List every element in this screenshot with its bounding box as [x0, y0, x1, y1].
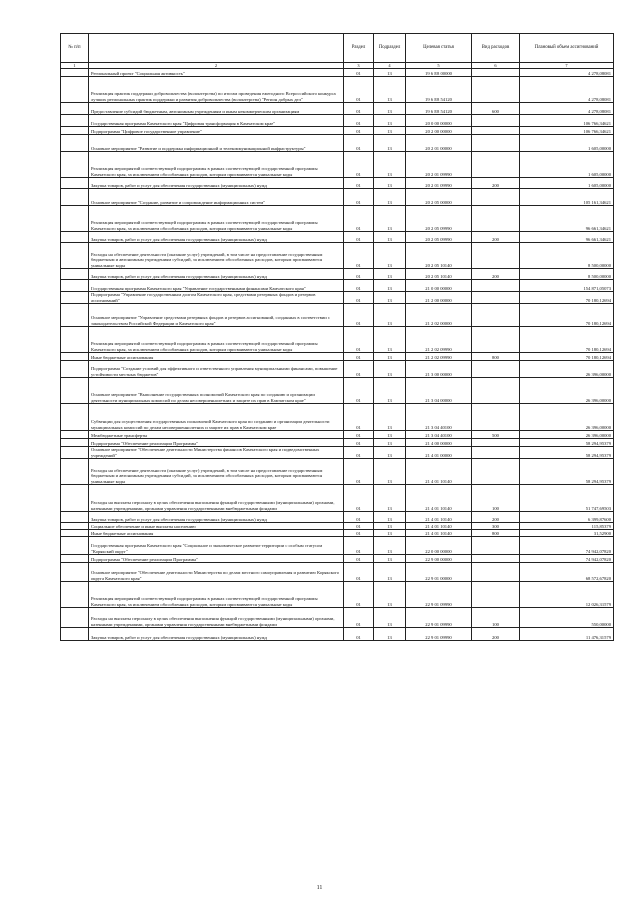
row-num: [61, 103, 89, 115]
row-num: [61, 243, 89, 269]
row-expense-type: 600: [472, 103, 520, 115]
row-name: Подпрограмма "Обеспечение реализации Программы": [89, 555, 344, 563]
row-expense-type: [472, 127, 520, 135]
table-row: [61, 628, 614, 641]
row-num: [61, 378, 89, 404]
row-num: [61, 439, 89, 447]
row-razdel: 01: [344, 206, 374, 232]
row-name: Закупка товаров, работ и услуг для обеспечения государственных (муниципальных) нужд: [89, 269, 344, 280]
row-planned-amount: 68 572,67820: [520, 563, 614, 582]
row-razdel: 01: [344, 608, 374, 628]
row-razdel: 01: [344, 189, 374, 206]
row-name: Расходы на выплаты персоналу в целях обеспечения выполнения функций государственными (муниципальными) органами, казенными учреждениями, органами управления государственными внебюджетными фондами: [89, 485, 344, 512]
row-podrazdel: 13: [374, 327, 406, 353]
row-target-article: 21 3 00 00000: [406, 361, 472, 378]
row-num: [61, 206, 89, 232]
table-header-row: [61, 34, 614, 63]
header-target-article: Целевая статья: [406, 34, 472, 63]
row-target-article: 21 4 01 10140: [406, 485, 472, 512]
row-target-article: 20 2 05 09990: [406, 206, 472, 232]
row-target-article: 20 2 00 00000: [406, 127, 472, 135]
row-razdel: 01: [344, 485, 374, 512]
row-podrazdel: 13: [374, 563, 406, 582]
row-target-article: 21 2 02 09990: [406, 327, 472, 353]
row-target-article: 20 2 05 09990: [406, 232, 472, 243]
row-num: [61, 459, 89, 485]
row-expense-type: [472, 243, 520, 269]
row-podrazdel: 13: [374, 404, 406, 431]
row-planned-amount: 31,52900: [520, 530, 614, 537]
row-razdel: 01: [344, 77, 374, 103]
row-target-article: 21 3 04 40100: [406, 404, 472, 431]
row-razdel: 01: [344, 280, 374, 292]
page-number: 11: [316, 885, 323, 891]
table-row: [61, 135, 614, 152]
row-num: [61, 115, 89, 127]
header-podrazdel: Подраздел: [374, 34, 406, 63]
row-num: [61, 292, 89, 304]
row-planned-amount: 8 500,00000: [520, 243, 614, 269]
row-planned-amount: 106 766,34621: [520, 115, 614, 127]
row-expense-type: [472, 304, 520, 327]
row-name: Основное мероприятие "Обеспечение деятельности Министерства финансов Камчатского края и подведомственных учреждений": [89, 447, 344, 459]
row-expense-type: 200: [472, 512, 520, 523]
row-num: [61, 353, 89, 361]
row-name: Закупка товаров, работ и услуг для обеспечения государственных (муниципальных) нужд: [89, 232, 344, 243]
row-num: [61, 447, 89, 459]
row-target-article: 21 0 00 00000: [406, 280, 472, 292]
column-number: 4: [374, 63, 406, 69]
row-name: Основное мероприятие "Выполнение государственных полномочий Камчатского края по созданию и организации деятельности муниципальных комиссий по делам несовершеннолетних и защите их прав в Камчатском крае": [89, 378, 344, 404]
table-row: [61, 327, 614, 353]
row-podrazdel: 13: [374, 304, 406, 327]
row-razdel: 01: [344, 292, 374, 304]
row-planned-amount: 105 161,34621: [520, 189, 614, 206]
row-planned-amount: 1 605,00000: [520, 178, 614, 189]
row-expense-type: [472, 189, 520, 206]
row-num: [61, 530, 89, 537]
row-name: Подпрограмма "Создание условий для эффективного и ответственного управления муниципальными финансами, повышение устойчивости местных бюджетов": [89, 361, 344, 378]
row-num: [61, 77, 89, 103]
row-name: Региональный проект "Социальная активность": [89, 69, 344, 77]
row-name: Субвенции для осуществления государственных полномочий Камчатского края по созданию и организации деятельности муниципальных комиссий по делам несовершеннолетних и защите их прав в Камчатском крае: [89, 404, 344, 431]
row-num: [61, 523, 89, 530]
row-expense-type: 800: [472, 530, 520, 537]
table-row: [61, 292, 614, 304]
row-expense-type: [472, 77, 520, 103]
row-podrazdel: 13: [374, 555, 406, 563]
row-target-article: 21 4 01 10140: [406, 512, 472, 523]
row-planned-amount: 74 942,07820: [520, 555, 614, 563]
row-planned-amount: 4 278,08081: [520, 69, 614, 77]
row-expense-type: [472, 563, 520, 582]
row-planned-amount: 70 180,12694: [520, 327, 614, 353]
table-row: [61, 439, 614, 447]
row-razdel: 01: [344, 512, 374, 523]
row-num: [61, 628, 89, 641]
row-podrazdel: 13: [374, 628, 406, 641]
row-podrazdel: 13: [374, 77, 406, 103]
row-razdel: 01: [344, 232, 374, 243]
row-target-article: 20 2 01 09990: [406, 178, 472, 189]
row-razdel: 01: [344, 439, 374, 447]
row-num: [61, 563, 89, 582]
table-row: [61, 189, 614, 206]
row-target-article: 21 4 00 00000: [406, 439, 472, 447]
row-expense-type: 800: [472, 353, 520, 361]
row-num: [61, 485, 89, 512]
table-row: [61, 512, 614, 523]
row-target-article: 21 3 04 40100: [406, 431, 472, 439]
row-expense-type: [472, 152, 520, 178]
row-name: Подпрограмма "Обеспечение реализации Программы": [89, 439, 344, 447]
row-planned-amount: 6 399,87600: [520, 512, 614, 523]
row-target-article: 21 4 01 10140: [406, 459, 472, 485]
row-expense-type: [472, 439, 520, 447]
row-podrazdel: 13: [374, 178, 406, 189]
row-podrazdel: 13: [374, 280, 406, 292]
row-target-article: 21 4 01 10140: [406, 530, 472, 537]
row-name: Основное мероприятие "Развитие и поддержка информационной и телекоммуникационной инфраструктуры": [89, 135, 344, 152]
row-razdel: 01: [344, 304, 374, 327]
table-row: [61, 77, 614, 103]
row-expense-type: [472, 447, 520, 459]
row-podrazdel: 13: [374, 103, 406, 115]
row-expense-type: [472, 378, 520, 404]
row-target-article: 21 3 04 00000: [406, 378, 472, 404]
row-target-article: 22 9 01 09990: [406, 628, 472, 641]
row-podrazdel: 13: [374, 232, 406, 243]
row-podrazdel: 13: [374, 530, 406, 537]
row-name: Основное мероприятие "Управление средствами резервных фондов и резервов ассигнований, созданных в соответствии с законодательством Российской Федерации и Камчатского края": [89, 304, 344, 327]
row-expense-type: 200: [472, 269, 520, 280]
row-expense-type: [472, 459, 520, 485]
row-razdel: 01: [344, 563, 374, 582]
row-name: Социальное обеспечение и иные выплаты населению: [89, 523, 344, 530]
row-num: [61, 269, 89, 280]
header-planned-amount: Плановый объем ассигнований: [520, 34, 614, 63]
row-razdel: 01: [344, 152, 374, 178]
row-razdel: 01: [344, 135, 374, 152]
table-row: [61, 608, 614, 628]
row-planned-amount: 58 294,95379: [520, 447, 614, 459]
row-target-article: 21 2 02 00000: [406, 304, 472, 327]
row-razdel: 01: [344, 115, 374, 127]
column-number: 6: [472, 63, 520, 69]
row-target-article: 22 9 01 09990: [406, 582, 472, 608]
table-row: [61, 447, 614, 459]
row-planned-amount: 26 396,00000: [520, 431, 614, 439]
row-podrazdel: 13: [374, 353, 406, 361]
row-expense-type: 200: [472, 628, 520, 641]
row-expense-type: [472, 327, 520, 353]
table-row: [61, 206, 614, 232]
row-podrazdel: 13: [374, 135, 406, 152]
row-razdel: 01: [344, 378, 374, 404]
row-podrazdel: 13: [374, 537, 406, 555]
row-podrazdel: 13: [374, 485, 406, 512]
header-razdel: Раздел: [344, 34, 374, 63]
row-expense-type: 300: [472, 523, 520, 530]
row-planned-amount: 58 294,95379: [520, 459, 614, 485]
row-razdel: 01: [344, 459, 374, 485]
row-expense-type: [472, 404, 520, 431]
row-name: Основное мероприятие "Обеспечение деятельности Министерства по делам местного самоуправления и развитию Корякского округа Камчатского края": [89, 563, 344, 582]
row-target-article: 21 2 00 00000: [406, 292, 472, 304]
row-expense-type: 200: [472, 232, 520, 243]
row-podrazdel: 13: [374, 431, 406, 439]
row-num: [61, 127, 89, 135]
row-expense-type: [472, 115, 520, 127]
table-row: [61, 232, 614, 243]
row-name: Иные бюджетные ассигнования: [89, 353, 344, 361]
row-planned-amount: 4 278,08081: [520, 103, 614, 115]
row-expense-type: 100: [472, 485, 520, 512]
row-target-article: 20 2 01 00000: [406, 135, 472, 152]
row-target-article: 19 6 Е8 54120: [406, 103, 472, 115]
row-name: Закупка товаров, работ и услуг для обеспечения государственных (муниципальных) нужд: [89, 628, 344, 641]
row-planned-amount: 51 747,69503: [520, 485, 614, 512]
table-row: [61, 269, 614, 280]
row-razdel: 01: [344, 582, 374, 608]
row-num: [61, 189, 89, 206]
row-razdel: 01: [344, 178, 374, 189]
row-razdel: 01: [344, 103, 374, 115]
row-target-article: 19 6 Е8 54120: [406, 77, 472, 103]
header-num: № п/п: [61, 34, 89, 63]
row-name: Предоставление субсидий бюджетным, автономным учреждениям и иным некоммерческим организациям: [89, 103, 344, 115]
row-num: [61, 327, 89, 353]
row-num: [61, 512, 89, 523]
row-planned-amount: 115,85379: [520, 523, 614, 530]
row-podrazdel: 13: [374, 523, 406, 530]
table-row: [61, 378, 614, 404]
row-razdel: 01: [344, 327, 374, 353]
row-razdel: 01: [344, 530, 374, 537]
row-planned-amount: 550,00000: [520, 608, 614, 628]
row-name: Подпрограмма "Цифровое государственное управление": [89, 127, 344, 135]
row-razdel: 01: [344, 69, 374, 77]
table-row: [61, 353, 614, 361]
row-name: Реализация мероприятий соответствующей подпрограммы в рамках соответствующей государственной программы Камчатского края, за исключением обособленных расходов, которым присваиваются уникальные коды: [89, 152, 344, 178]
row-target-article: 22 9 01 09990: [406, 608, 472, 628]
row-razdel: 01: [344, 353, 374, 361]
row-num: [61, 431, 89, 439]
row-razdel: 01: [344, 523, 374, 530]
row-expense-type: [472, 361, 520, 378]
row-name: Расходы на выплаты персоналу в целях обеспечения выполнения функций государственными (муниципальными) органами, казенными учреждениями, органами управления государственными внебюджетными фондами: [89, 608, 344, 628]
row-num: [61, 232, 89, 243]
row-name: Государственная программа Камчатского края "Социальное и экономическое развитие территории с особым статусом "Корякский округ": [89, 537, 344, 555]
table-row: [61, 304, 614, 327]
row-target-article: 20 0 00 00000: [406, 115, 472, 127]
row-planned-amount: 8 500,00000: [520, 269, 614, 280]
row-num: [61, 304, 89, 327]
row-podrazdel: 13: [374, 152, 406, 178]
row-podrazdel: 13: [374, 512, 406, 523]
row-expense-type: [472, 280, 520, 292]
table-row: [61, 459, 614, 485]
row-razdel: 01: [344, 628, 374, 641]
row-name: Реализация мероприятий соответствующей подпрограммы в рамках соответствующей государственной программы Камчатского края, за исключением обособленных расходов, которым присваиваются уникальные коды: [89, 327, 344, 353]
header-expense-type: Вид расходов: [472, 34, 520, 63]
header-name: [89, 34, 344, 63]
row-target-article: 20 2 05 00000: [406, 189, 472, 206]
row-planned-amount: 26 396,00000: [520, 361, 614, 378]
row-name: Основное мероприятие "Создание, развитие и сопровождение информационных систем": [89, 189, 344, 206]
row-name: Иные бюджетные ассигнования: [89, 530, 344, 537]
row-name: Реализация практик поддержки добровольчества (волонтерства) по итогам проведения ежегодного Всероссийского конкурса лучших региональных практик поддержки и развития добровольчества (волонтерства) "Регион добрых дел": [89, 77, 344, 103]
row-target-article: 19 6 Е8 00000: [406, 69, 472, 77]
row-target-article: 21 4 01 10140: [406, 523, 472, 530]
table-row: [61, 178, 614, 189]
row-name: Расходы на обеспечение деятельности (оказание услуг) учреждений, в том числе на предоставление государственным бюджетным и автономным учреждениям субсидий, за исключением обособленных расходов, которым присваиваются уникальные коды: [89, 243, 344, 269]
table-row: [61, 485, 614, 512]
table-row: [61, 582, 614, 608]
row-podrazdel: 13: [374, 243, 406, 269]
table-row: [61, 563, 614, 582]
row-target-article: 20 2 05 10140: [406, 243, 472, 269]
row-podrazdel: 13: [374, 127, 406, 135]
row-name: Подпрограмма "Управление государственным долгом Камчатского края, средствами резервных фондов и резервов ассигнований": [89, 292, 344, 304]
row-name: Реализация мероприятий соответствующей подпрограммы в рамках соответствующей государственной программы Камчатского края, за исключением обособленных расходов, которым присваиваются уникальные коды: [89, 206, 344, 232]
row-target-article: 20 2 05 10140: [406, 269, 472, 280]
row-planned-amount: 74 942,07820: [520, 537, 614, 555]
row-num: [61, 152, 89, 178]
table-row: [61, 361, 614, 378]
row-expense-type: [472, 582, 520, 608]
row-num: [61, 135, 89, 152]
row-razdel: 01: [344, 127, 374, 135]
row-num: [61, 404, 89, 431]
row-num: [61, 361, 89, 378]
row-expense-type: [472, 135, 520, 152]
row-planned-amount: 4 278,08081: [520, 77, 614, 103]
row-num: [61, 280, 89, 292]
column-number: 5: [406, 63, 472, 69]
row-name: Государственная программа Камчатского края "Цифровая трансформация в Камчатском крае": [89, 115, 344, 127]
row-razdel: 01: [344, 243, 374, 269]
row-razdel: 01: [344, 404, 374, 431]
row-podrazdel: 13: [374, 292, 406, 304]
table-row: [61, 404, 614, 431]
row-target-article: 22 0 00 00000: [406, 537, 472, 555]
row-target-article: 21 4 01 00000: [406, 447, 472, 459]
row-razdel: 01: [344, 269, 374, 280]
row-planned-amount: 58 294,95379: [520, 439, 614, 447]
row-razdel: 01: [344, 555, 374, 563]
row-razdel: 01: [344, 447, 374, 459]
row-podrazdel: 13: [374, 378, 406, 404]
row-planned-amount: 154 871,05073: [520, 280, 614, 292]
row-num: [61, 537, 89, 555]
row-planned-amount: 106 766,34621: [520, 127, 614, 135]
row-podrazdel: 13: [374, 439, 406, 447]
row-expense-type: [472, 292, 520, 304]
row-planned-amount: 26 396,00000: [520, 404, 614, 431]
row-razdel: 01: [344, 361, 374, 378]
table-row: [61, 152, 614, 178]
row-planned-amount: 1 605,00000: [520, 152, 614, 178]
row-razdel: 01: [344, 537, 374, 555]
table-row: [61, 127, 614, 135]
row-expense-type: 200: [472, 178, 520, 189]
row-planned-amount: 70 180,12694: [520, 292, 614, 304]
row-name: Расходы на обеспечение деятельности (оказание услуг) учреждений, в том числе на предоставление государственным бюджетным и автономным учреждениям субсидий, за исключением обособленных расходов, которым присваиваются уникальные коды: [89, 459, 344, 485]
budget-table: [60, 33, 614, 641]
table-row: [61, 103, 614, 115]
row-podrazdel: 13: [374, 269, 406, 280]
row-podrazdel: 13: [374, 189, 406, 206]
table-row: [61, 537, 614, 555]
table-row: [61, 69, 614, 77]
row-expense-type: 100: [472, 608, 520, 628]
row-expense-type: [472, 69, 520, 77]
row-target-article: 20 2 01 09990: [406, 152, 472, 178]
row-podrazdel: 13: [374, 447, 406, 459]
row-planned-amount: 70 180,12694: [520, 304, 614, 327]
row-razdel: 01: [344, 431, 374, 439]
row-target-article: 22 9 01 00000: [406, 563, 472, 582]
row-expense-type: [472, 206, 520, 232]
table-row: [61, 280, 614, 292]
row-target-article: 21 2 02 09990: [406, 353, 472, 361]
row-target-article: 22 9 00 00000: [406, 555, 472, 563]
row-name: Межбюджетные трансферты: [89, 431, 344, 439]
row-expense-type: [472, 537, 520, 555]
table-row: [61, 243, 614, 269]
row-podrazdel: 13: [374, 361, 406, 378]
row-name: Закупка товаров, работ и услуг для обеспечения государственных (муниципальных) нужд: [89, 512, 344, 523]
row-podrazdel: 13: [374, 206, 406, 232]
row-planned-amount: 70 180,12694: [520, 353, 614, 361]
row-planned-amount: 26 396,00000: [520, 378, 614, 404]
row-podrazdel: 13: [374, 459, 406, 485]
table-row: [61, 530, 614, 537]
row-num: [61, 555, 89, 563]
row-planned-amount: 96 661,34621: [520, 206, 614, 232]
row-name: Государственная программа Камчатского края "Управление государственными финансами Камчатского края": [89, 280, 344, 292]
row-name: Закупка товаров, работ и услуг для обеспечения государственных (муниципальных) нужд: [89, 178, 344, 189]
column-number: 1: [61, 63, 89, 69]
row-planned-amount: 1 605,00000: [520, 135, 614, 152]
column-number: 3: [344, 63, 374, 69]
row-podrazdel: 13: [374, 115, 406, 127]
row-podrazdel: 13: [374, 608, 406, 628]
row-planned-amount: 96 661,34621: [520, 232, 614, 243]
row-num: [61, 582, 89, 608]
table-row: [61, 523, 614, 530]
table-row: [61, 555, 614, 563]
row-podrazdel: 13: [374, 582, 406, 608]
column-number: 7: [520, 63, 614, 69]
row-num: [61, 178, 89, 189]
row-planned-amount: 12 026,31579: [520, 582, 614, 608]
column-number: 2: [89, 63, 344, 69]
row-num: [61, 69, 89, 77]
row-podrazdel: 13: [374, 69, 406, 77]
row-num: [61, 608, 89, 628]
table-row: [61, 431, 614, 439]
row-name: Реализация мероприятий соответствующей подпрограммы в рамках соответствующей государственной программы Камчатского края, за исключением обособленных расходов, которым присваиваются уникальные коды: [89, 582, 344, 608]
row-expense-type: [472, 555, 520, 563]
row-expense-type: 500: [472, 431, 520, 439]
row-planned-amount: 11 476,31579: [520, 628, 614, 641]
table-row: [61, 115, 614, 127]
